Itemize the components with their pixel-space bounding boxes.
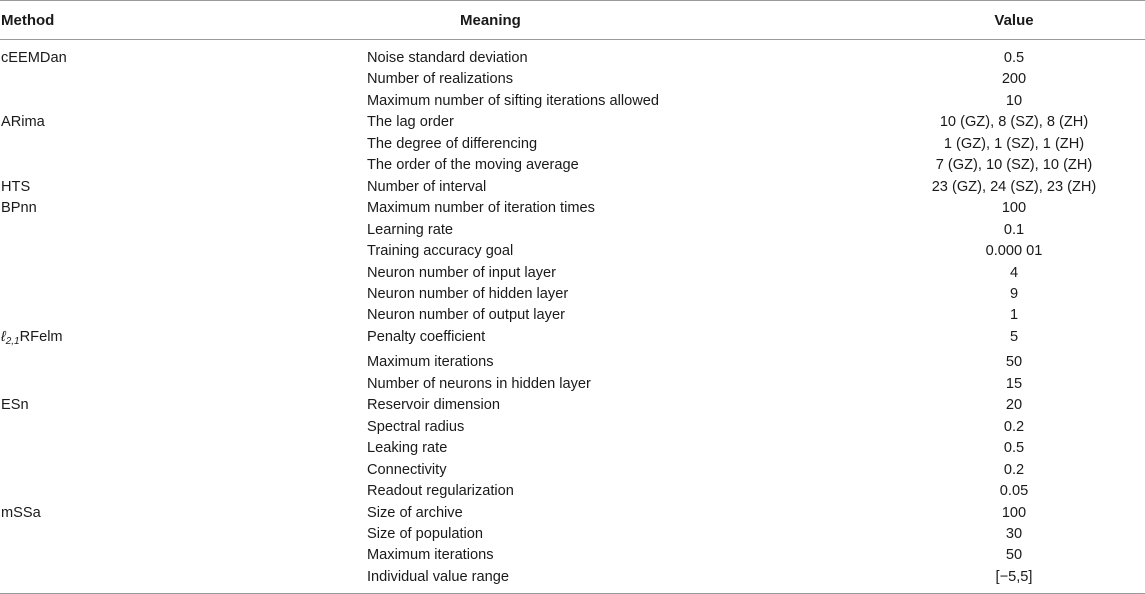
cell-method	[0, 503, 367, 524]
cell-value: 10	[1005, 92, 1023, 109]
table-row	[0, 524, 1145, 545]
cell-method	[0, 134, 367, 155]
table-body	[0, 40, 1145, 594]
table-row	[0, 69, 1145, 90]
cell-method	[0, 198, 367, 219]
method-name: BPnn	[1, 200, 37, 217]
cell-meaning: Neuron number of hidden layer	[367, 285, 569, 302]
cell-method	[0, 352, 367, 373]
cell-method	[0, 460, 367, 481]
cell-value: 50	[1005, 547, 1023, 564]
cell-method	[0, 177, 367, 198]
cell-meaning: Penalty coefficient	[367, 328, 486, 345]
cell-value: 0.5	[1003, 50, 1025, 66]
cell-value: 30	[1005, 525, 1023, 542]
cell-meaning: The order of the moving average	[367, 157, 579, 174]
cell-meaning: Noise standard deviation	[367, 50, 528, 66]
method-name: ESn	[1, 397, 29, 414]
table-row	[0, 417, 1145, 438]
cell-value: 0.5	[1003, 440, 1025, 457]
cell-meaning: Readout regularization	[367, 483, 514, 500]
table-row	[0, 198, 1145, 219]
cell-meaning: Training accuracy goal	[367, 243, 514, 260]
table-row	[0, 395, 1145, 416]
table-row	[0, 284, 1145, 305]
table-row	[0, 503, 1145, 524]
cell-meaning: Neuron number of input layer	[367, 264, 557, 281]
cell-meaning: Reservoir dimension	[367, 397, 501, 414]
cell-meaning: Size of population	[367, 525, 484, 542]
table-row	[0, 352, 1145, 373]
column-header-meaning: Meaning	[367, 1, 863, 40]
column-header-method: Method	[0, 1, 367, 40]
table-row	[0, 374, 1145, 395]
cell-value: 200	[1001, 71, 1027, 88]
table-row	[0, 263, 1145, 284]
cell-meaning: Connectivity	[367, 461, 447, 478]
cell-value: [−5,5]	[863, 567, 1145, 594]
cell-method	[0, 395, 367, 416]
cell-meaning: The lag order	[367, 114, 454, 131]
cell-method	[0, 155, 367, 176]
method-name: ARima	[1, 114, 45, 131]
cell-method	[0, 40, 367, 70]
table-row	[0, 112, 1145, 133]
table-row	[0, 241, 1145, 262]
table-header	[0, 1, 1145, 40]
cell-meaning: Individual value range	[367, 567, 863, 594]
table-row	[0, 220, 1145, 241]
table-row	[0, 460, 1145, 481]
table-row	[0, 134, 1145, 155]
cell-value: 15	[1005, 375, 1023, 392]
cell-method	[0, 91, 367, 112]
table-row	[0, 305, 1145, 326]
header-row	[0, 1, 1145, 40]
cell-method	[0, 374, 367, 395]
cell-meaning: Number of interval	[367, 178, 487, 195]
cell-method	[0, 241, 367, 262]
table-row	[0, 481, 1145, 502]
cell-method	[0, 305, 367, 326]
method-prefix: ℓ	[1, 328, 6, 345]
cell-method	[0, 567, 367, 594]
cell-value: 23 (GZ), 24 (SZ), 23 (ZH)	[931, 178, 1097, 195]
cell-meaning: Number of neurons in hidden layer	[367, 375, 591, 392]
table-row	[0, 567, 1145, 594]
table-row	[0, 438, 1145, 459]
cell-value: 4	[1009, 264, 1019, 281]
cell-value: 20	[1005, 397, 1023, 414]
table-row	[0, 327, 1145, 352]
method-name: HTS	[1, 178, 31, 195]
method-name: RFelm	[19, 328, 63, 345]
cell-method	[0, 327, 367, 352]
cell-meaning: Number of realizations	[367, 71, 514, 88]
method-subscript: 2,1	[5, 335, 20, 347]
cell-meaning: Learning rate	[367, 221, 454, 238]
cell-method	[0, 112, 367, 133]
cell-method	[0, 284, 367, 305]
cell-method	[0, 263, 367, 284]
cell-value: 100	[1001, 504, 1027, 521]
cell-meaning: Leaking rate	[367, 440, 448, 457]
cell-value: 1 (GZ), 1 (SZ), 1 (ZH)	[943, 135, 1085, 152]
cell-value: 10 (GZ), 8 (SZ), 8 (ZH)	[939, 114, 1089, 131]
cell-value: 0.2	[1003, 461, 1025, 478]
method-name: cEEMDan	[1, 50, 67, 66]
cell-method	[0, 524, 367, 545]
cell-meaning: Maximum iterations	[367, 547, 494, 564]
cell-value: 50	[1005, 354, 1023, 371]
cell-value: 0.2	[1003, 418, 1025, 435]
cell-value: 9	[1009, 285, 1019, 302]
table-row	[0, 545, 1145, 566]
cell-value: 7 (GZ), 10 (SZ), 10 (ZH)	[935, 157, 1093, 174]
cell-value: 0.1	[1003, 221, 1025, 238]
table-row	[0, 177, 1145, 198]
cell-value: 1	[1009, 307, 1019, 324]
cell-method	[0, 220, 367, 241]
cell-meaning: The degree of differencing	[367, 135, 538, 152]
cell-method	[0, 438, 367, 459]
cell-meaning: Maximum iterations	[367, 354, 494, 371]
cell-value: 100	[1001, 200, 1027, 217]
table-row	[0, 40, 1145, 70]
cell-meaning: Maximum number of iteration times	[367, 200, 595, 217]
table-row	[0, 155, 1145, 176]
cell-method	[0, 417, 367, 438]
cell-method	[0, 481, 367, 502]
cell-meaning: Size of archive	[367, 504, 463, 521]
cell-method	[0, 69, 367, 90]
cell-value: 0.05	[999, 483, 1029, 500]
cell-meaning: Spectral radius	[367, 418, 465, 435]
cell-meaning: Maximum number of sifting iterations allowed	[367, 92, 659, 109]
table-row	[0, 91, 1145, 112]
cell-meaning: Neuron number of output layer	[367, 307, 565, 324]
cell-value: 5	[1009, 328, 1019, 345]
column-header-value: Value	[863, 1, 1145, 40]
method-name: mSSa	[1, 504, 41, 521]
cell-method	[0, 545, 367, 566]
cell-value: 0.000 01	[985, 243, 1043, 260]
